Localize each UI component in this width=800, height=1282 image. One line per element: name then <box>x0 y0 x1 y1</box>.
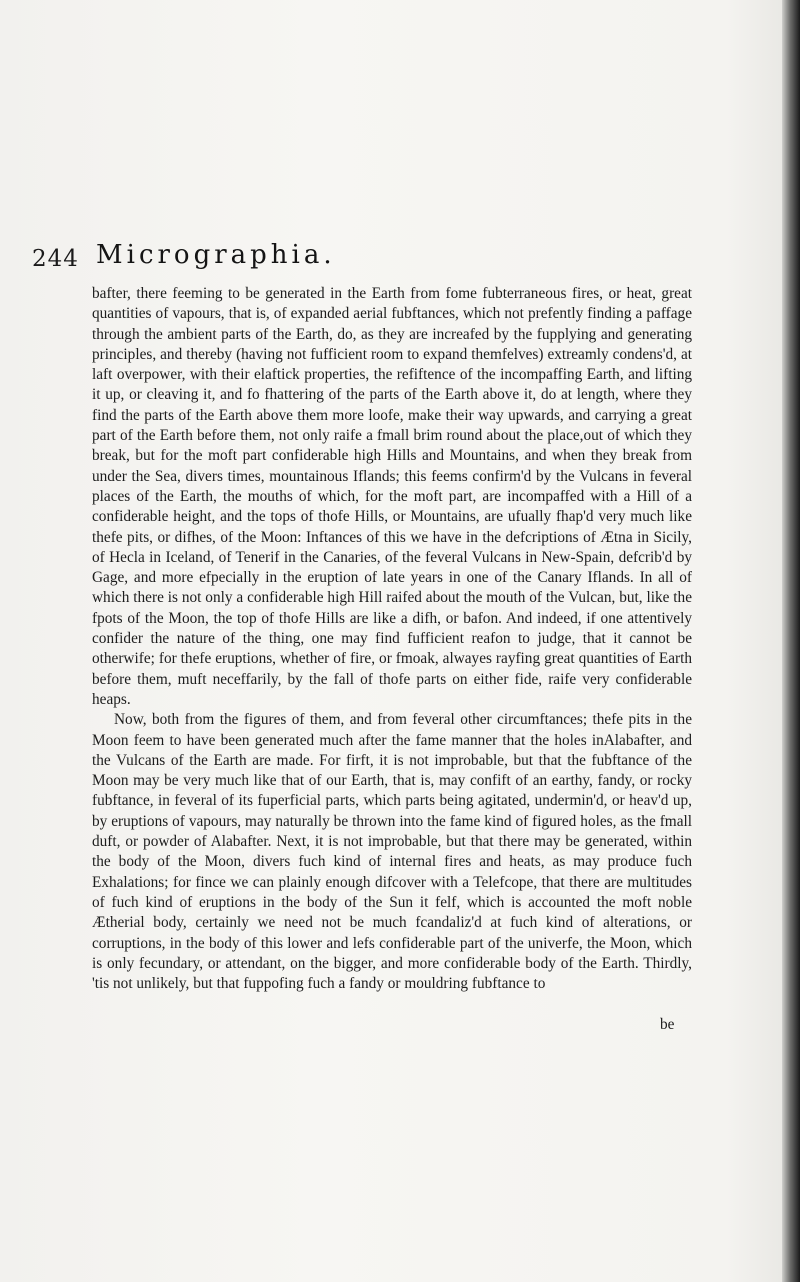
body-text <box>92 284 692 994</box>
running-head: Micrographia. <box>96 240 336 270</box>
paragraph-1: bafter, there feeming to be generated in the Earth from fome fubterraneous fires, or heat, great quantities of vapours, that is, of expanded aerial fubftances, which not prefently finding a paffage through the ambient parts of the Earth, do, as they are increafed by the fupplying and generating principles, and thereby (having not fufficient room to expand themfelves) extreamly condens'd, at laft overpower, with their elaftick properties, the refiftence of the incompaffing Earth, and lifting it up, or cleaving it, and fo fhattering of the parts of the Earth above it, do at length, where they find the parts of the Earth above them more loofe, make their way upwards, and carrying a great part of the Earth before them, not only raife a fmall brim round about the place,out of which they break, but for the moft part confiderable high Hills and Mountains, and when they break from under the Sea, divers times, mountainous Iflands; this feems confirm'd by the Vulcans in feveral places of the Earth, the mouths of which, for the moft part, are incompaffed with a Hill of a confiderable height, and the tops of thofe Hills, or Mountains, are ufually fhap'd very much like thefe pits, or difhes, of the Moon: Inftances of this we have in the defcriptions of Ætna in Sicily, of Hecla in Iceland, of Tenerif in the Canaries, of the feveral Vulcans in New-Spain, defcrib'd by Gage, and more efpecially in the eruption of late years in one of the Canary Iflands. In all of which there is not only a confiderable high Hill raifed about the mouth of the Vulcan, but, like the fpots of the Moon, the top of thofe Hills are like a difh, or bafon. And indeed, if one attentively confider the nature of the thing, one may find fufficient reafon to judge, that it cannot be otherwife; for thefe eruptions, whether of fire, or fmoak, alwayes rayfing great quantities of Earth before them, muft neceffarily, by the fall of thofe parts on either fide, raife very confiderable heaps. <box>92 285 692 708</box>
catchword: be <box>660 1016 675 1033</box>
paragraph-2: Now, both from the figures of them, and from feveral other circumftances; thefe pits in the Moon feem to have been generated much after the fame manner that the holes inAlabafter, and the Vulcans of the Earth are made. For firft, it is not improbable, but that the fubftance of the Moon may be very much like that of our Earth, that is, may confift of an earthy, fandy, or rocky fubftance, in feveral of its fuperficial parts, which parts being agitated, undermin'd, or heav'd up, by eruptions of vapours, may naturally be thrown into the fame kind of figured holes, as the fmall duft, or powder of Alabafter. Next, it is not improbable, but that there may be generated, within the body of the Moon, divers fuch kind of internal fires and heats, as may produce fuch Exhalations; for fince we can plainly enough difcover with a Telefcope, that there are multitudes of fuch kind of eruptions in the body of the Sun it felf, which is accounted the moft noble Ætherial body, certainly we need not be much fcandaliz'd at fuch kind of alterations, or corruptions, in the body of this lower and lefs confiderable part of the univerfe, the Moon, which is only fecundary, or attendant, on the bigger, and more confiderable body of the Earth. Thirdly, 'tis not unlikely, but that fuppofing fuch a fandy or mouldring fubftance to <box>92 711 692 993</box>
page-gutter-shadow <box>782 0 800 1282</box>
page-header <box>32 238 750 278</box>
page-number: 244 <box>32 246 79 272</box>
